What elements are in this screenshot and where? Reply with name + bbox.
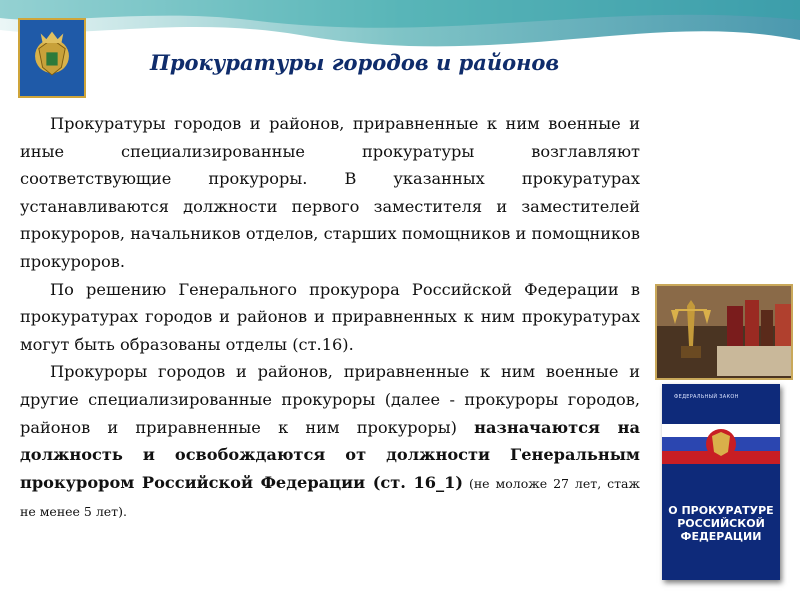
book-top-label: ФЕДЕРАЛЬНЫЙ ЗАКОН bbox=[674, 394, 739, 400]
paragraph-1: Прокуратуры городов и районов, приравненные к ним военные и иные специализированные прокуратуры возглавляют соответствующие прокуроры. В указанных прокуратурах устанавливаются должности первого заместителя и заместителей прокуроров, начальников отделов, старших помощников и помощников прокуроров. bbox=[20, 114, 640, 271]
page-title: Прокуратуры городов и районов bbox=[150, 50, 560, 75]
header-wave-decoration bbox=[0, 0, 800, 90]
paragraph-3-note: (не моложе 27 лет, стаж не менее 5 лет). bbox=[20, 475, 640, 520]
main-text bbox=[20, 110, 640, 526]
prosecutor-emblem bbox=[18, 18, 86, 98]
federal-law-book bbox=[662, 384, 780, 580]
paragraph-2: По решению Генерального прокурора Российской Федерации в прокуратурах городов и районов и приравненных к ним прокуратурах могут быть образованы отделы (ст.16). bbox=[20, 279, 640, 354]
paragraph-3-start: Прокуроры городов и районов, приравненные к ним военные и другие специализированные прокуроры (далее - прокуроры городов, районов и приравненные к ним прокуроры) bbox=[20, 362, 640, 437]
russian-flag-icon bbox=[662, 424, 780, 464]
paragraph-3 bbox=[20, 358, 640, 526]
book-title: О ПРОКУРАТУРЕ РОССИЙСКОЙ ФЕДЕРАЦИИ bbox=[668, 504, 774, 543]
justice-statue-photo bbox=[655, 284, 793, 380]
paragraph-3-bold: назначаются на должность и освобождаются от должности Генеральным прокурором Российской Федерации (ст. 16_1) bbox=[20, 417, 640, 492]
